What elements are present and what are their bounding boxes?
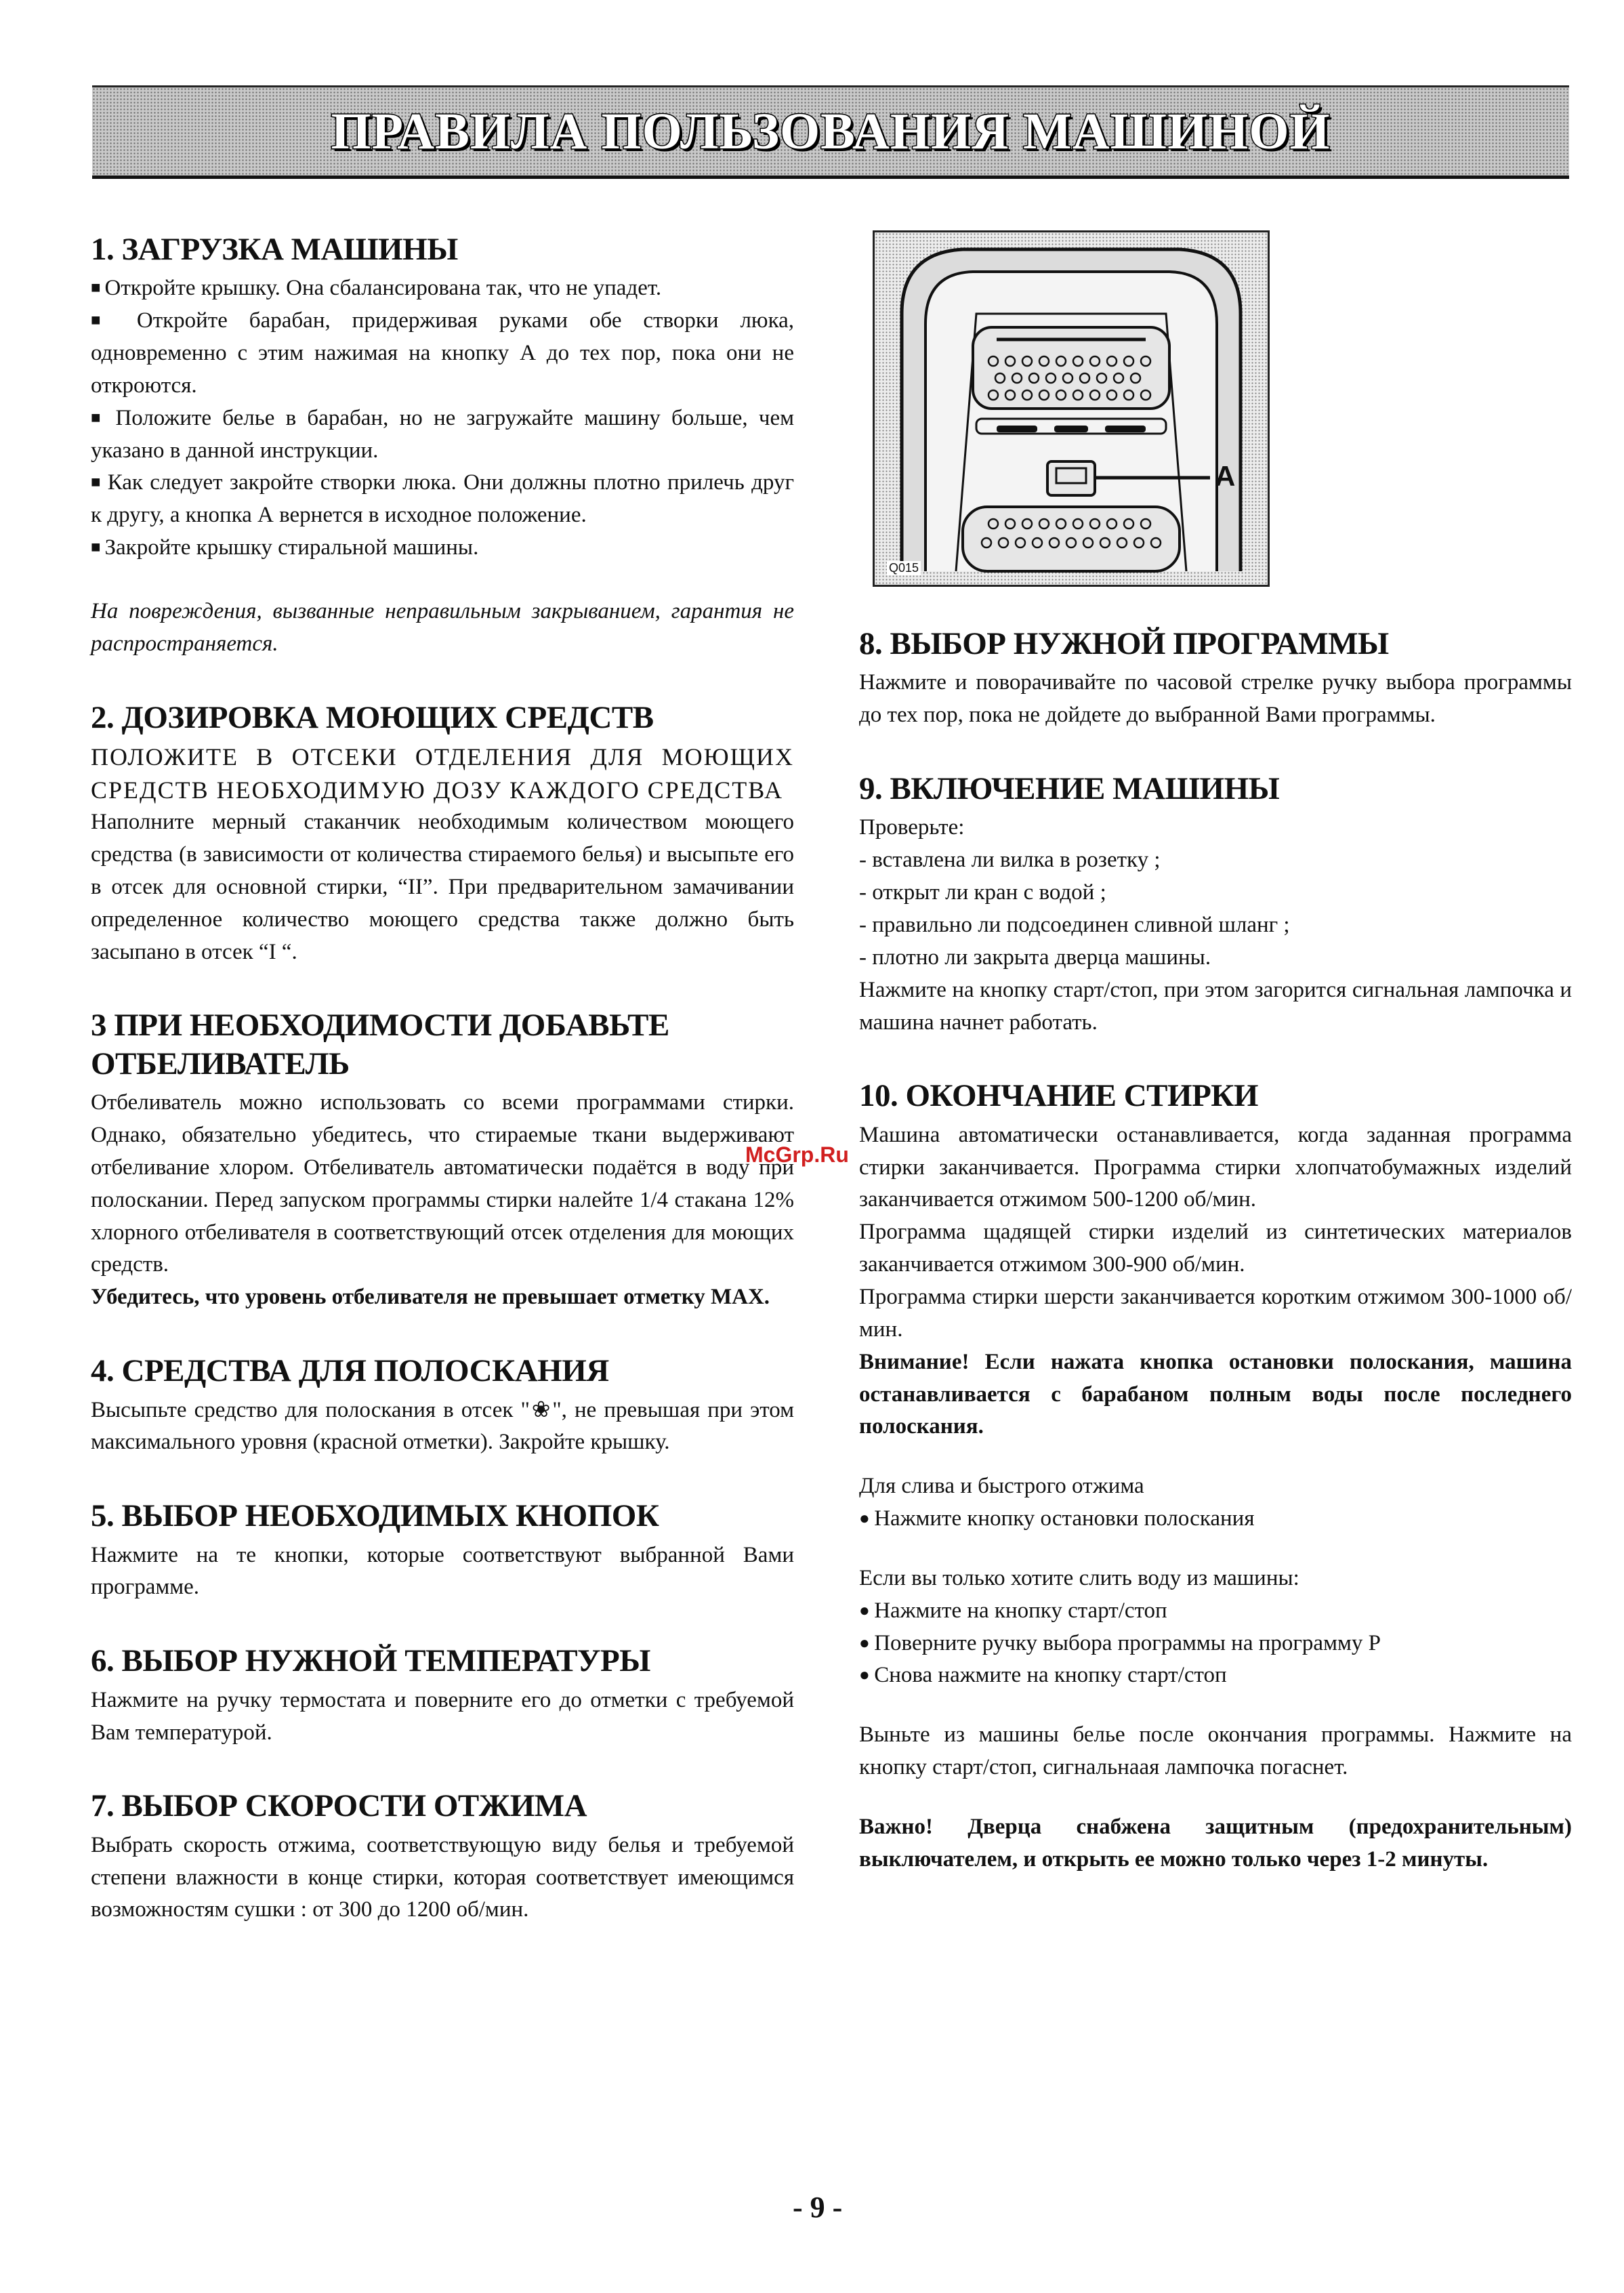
section-text: Нажмите на ручку термостата и поверните его до отметки с требуемой Вам температурой. (91, 1687, 794, 1745)
watermark: McGrp.Ru (745, 1142, 849, 1167)
list-item: ● Нажмите кнопку остановки полоскания (859, 1503, 1572, 1535)
section-text: Отбеливатель можно использовать со всеми программами стирки. Однако, обязательно убедитесь, что стираемые ткани выдерживают отбеливание хлором. Отбеливатель автоматически подаётся в воду при полоскании. Перед запуском программы стирки налейте 1/4 стакана 12% хлорного отбеливателя в соответствующий отсек отделения для моющих средств. (91, 1090, 794, 1277)
section-temperature (91, 1642, 794, 1749)
figure-code: Q015 (887, 561, 921, 575)
list-item: ● Снова нажмите на кнопку старт/стоп (859, 1659, 1572, 1692)
section-text: Программа стирки шерсти заканчивается коротким отжимом 300-1000 об/мин. (859, 1284, 1572, 1342)
section-title: 8. ВЫБОР НУЖНОЙ ПРОГРАММЫ (859, 626, 1389, 661)
check-item: - правильно ли подсоединен сливной шланг ; (859, 913, 1290, 937)
list-item: ● Поверните ручку выбора программы на программу Р (859, 1628, 1572, 1660)
right-column (859, 230, 1572, 1914)
list-item: ■ Закройте крышку стиральной машины. (91, 532, 794, 564)
section-text: Высыпьте средство для полоскания в отсек "❀", не превышая при этом максимального уровня (красной отметки). Закройте крышку. (91, 1397, 794, 1455)
section-rinse (91, 1352, 794, 1459)
button-a-label: A (1215, 460, 1236, 492)
section-title: 9. ВКЛЮЧЕНИЕ МАШИНЫ (859, 771, 1280, 807)
section-title: 1. ЗАГРУЗКА МАШИНЫ (91, 232, 458, 267)
warranty-note: На повреждения, вызванные неправильным закрыванием, гарантия не распространяется. (91, 598, 794, 656)
section-title: 7. ВЫБОР СКОРОСТИ ОТЖИМА (91, 1788, 587, 1824)
drum-drawing (875, 232, 1268, 585)
section-title: 2. ДОЗИРОВКА МОЮЩИХ СРЕДСТВ (91, 699, 654, 735)
section-loading (91, 230, 794, 661)
section-program (859, 625, 1572, 732)
list-item: ■ Как следует закройте створки люка. Они должны плотно прилечь друг к другу, а кнопка А вернется в исходное положение. (91, 467, 794, 532)
section-spin (91, 1787, 794, 1926)
section-bleach (91, 1006, 794, 1314)
section-text: Наполните мерный стаканчик необходимым количеством моющего средства (в зависимости от количества стираемого белья) и высыпьте его в отсек для основной стирки, “II”. При предварительном замачивании определенное количество моющего средства также должно быть засыпано в отсек “I “. (91, 810, 794, 964)
section-text: Программа щадящей стирки изделий из синтетических материалов заканчивается отжимом 300-900 об/мин. (859, 1220, 1572, 1277)
section-text: Выбрать скорость отжима, соответствующую виду белья и требуемой степени влажности в конце стирки, которая соответствует имеющимся возможностям сушки : от 300 до 1200 об/мин. (91, 1832, 794, 1922)
section-end-wash (859, 1077, 1572, 1876)
door-safety-note: Важно! Дверца снабжена защитным (предохранительным) выключателем, и открыть ее можно только через 1-2 минуты. (859, 1814, 1572, 1872)
caps-instruction: ПОЛОЖИТЕ В ОТСЕКИ ОТДЕЛЕНИЯ ДЛЯ МОЮЩИХ СРЕДСТВ НЕОБХОДИМУЮ ДОЗУ КАЖДОГО СРЕДСТВА (91, 743, 794, 804)
section-text: Машина автоматически останавливается, когда заданная программа стирки заканчивается. Программа стирки хлопчатобумажных изделий заканчивается отжимом 500-1200 об/мин. (859, 1122, 1572, 1212)
section-title: 6. ВЫБОР НУЖНОЙ ТЕМПЕРАТУРЫ (91, 1643, 650, 1679)
page-number: - 9 - (793, 2191, 843, 2224)
list-item: ■ Откройте барабан, придерживая руками обе створки люка, одновременно с этим нажимая на кнопку А до тех пор, пока они не откроются. (91, 305, 794, 402)
list-item: ● Нажмите на кнопку старт/стоп (859, 1595, 1572, 1628)
rinse-hold-warning: Внимание! Если нажата кнопка остановки полоскания, машина останавливается с барабаном полным воды после последнего полоскания. (859, 1349, 1572, 1439)
check-item: - плотно ли закрыта дверца машины. (859, 945, 1211, 970)
section-dosage (91, 699, 794, 969)
section-title: 3 ПРИ НЕОБХОДИМОСТИ ДОБАВЬТЕ ОТБЕЛИВАТЕЛЬ (91, 1008, 669, 1081)
bleach-warning: Убедитесь, что уровень отбеливателя не превышает отметку MAX. (91, 1285, 770, 1310)
section-start (859, 770, 1572, 1039)
drain-only-title: Если вы только хотите слить воду из машины: (859, 1565, 1299, 1590)
section-text: Нажмите на те кнопки, которые соответствуют выбранной Вами программе. (91, 1542, 794, 1600)
section-title: 5. ВЫБОР НЕОБХОДИМЫХ КНОПОК (91, 1498, 659, 1534)
check-intro: Проверьте: (859, 815, 965, 840)
list-item: ■ Положите белье в барабан, но не загружайте машину больше, чем указано в данной инструкции. (91, 402, 794, 468)
section-title: 4. СРЕДСТВА ДЛЯ ПОЛОСКАНИЯ (91, 1353, 609, 1389)
section-title: 10. ОКОНЧАНИЕ СТИРКИ (859, 1078, 1258, 1114)
section-buttons (91, 1497, 794, 1604)
section-text: Нажмите и поворачивайте по часовой стрелке ручку выбора программы до тех пор, пока не дойдете до выбранной Вами программы. (859, 670, 1572, 728)
section-text: Нажмите на кнопку старт/стоп, при этом загорится сигнальная лампочка и машина начнет работать. (859, 977, 1572, 1035)
check-item: - вставлена ли вилка в розетку ; (859, 848, 1161, 873)
check-item: - открыт ли кран с водой ; (859, 880, 1106, 905)
drain-title: Для слива и быстрого отжима (859, 1474, 1144, 1499)
page-title: ПРАВИЛА ПОЛЬЗОВАНИЯ МАШИНОЙ (331, 102, 1331, 160)
title-banner (92, 85, 1569, 179)
list-item: ■ Откройте крышку. Она сбалансирована так, что не упадет. (91, 272, 794, 305)
drum-illustration (873, 230, 1270, 587)
remove-laundry-text: Выньте из машины белье после окончания программы. Нажмите на кнопку старт/стоп, сигнальнаая лампочка погаснет. (859, 1722, 1572, 1780)
left-column (91, 230, 794, 1964)
